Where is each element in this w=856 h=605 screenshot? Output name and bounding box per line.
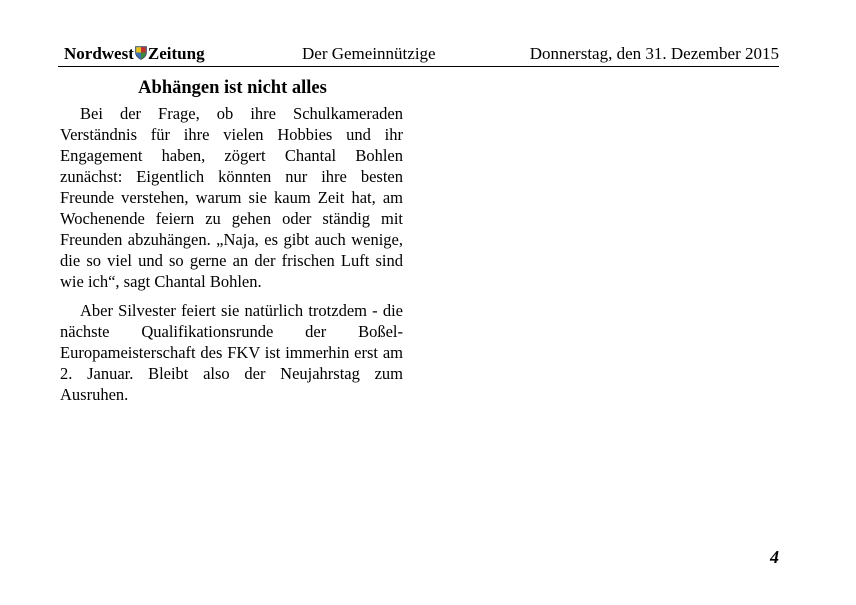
coat-of-arms-icon (135, 43, 147, 57)
page-number: 4 (770, 547, 779, 567)
article-paragraph: Aber Silvester feiert sie natürlich trotzdem - die nächste Qualifikationsrunde der Boßel-Europameisterschaft des FKV ist immerhin erst am 2. Januar. Bleibt also der Neujahrstag zum Ausruhen. (60, 301, 403, 404)
article-paragraph: Bei der Frage, ob ihre Schulkameraden Verständnis für ihre vielen Hobbies und ihr Engagement haben, zögert Chantal Bohlen zunächst: Eigentlich könnten nur ihre besten Freunde verstehen, warum sie kaum Zeit hat, am Wochenende feiern zu gehen oder ständig mit Freunden abzuhängen. „Naja, es gibt auch wenige, die so viel und so gerne an der frischen Luft sind wie ich“, sagt Chantal Bohlen. (60, 104, 403, 291)
masthead-left-text: Nordwest (64, 44, 134, 63)
masthead-logo (64, 42, 205, 66)
page-header (58, 42, 779, 67)
masthead-right-text: Zeitung (147, 44, 205, 63)
issue-date: Donnerstag, den 31. Dezember 2015 (529, 44, 779, 63)
section-title: Der Gemeinnützige (302, 44, 436, 63)
article-headline: Abhängen ist nicht alles (138, 78, 327, 98)
article-column (60, 76, 403, 405)
